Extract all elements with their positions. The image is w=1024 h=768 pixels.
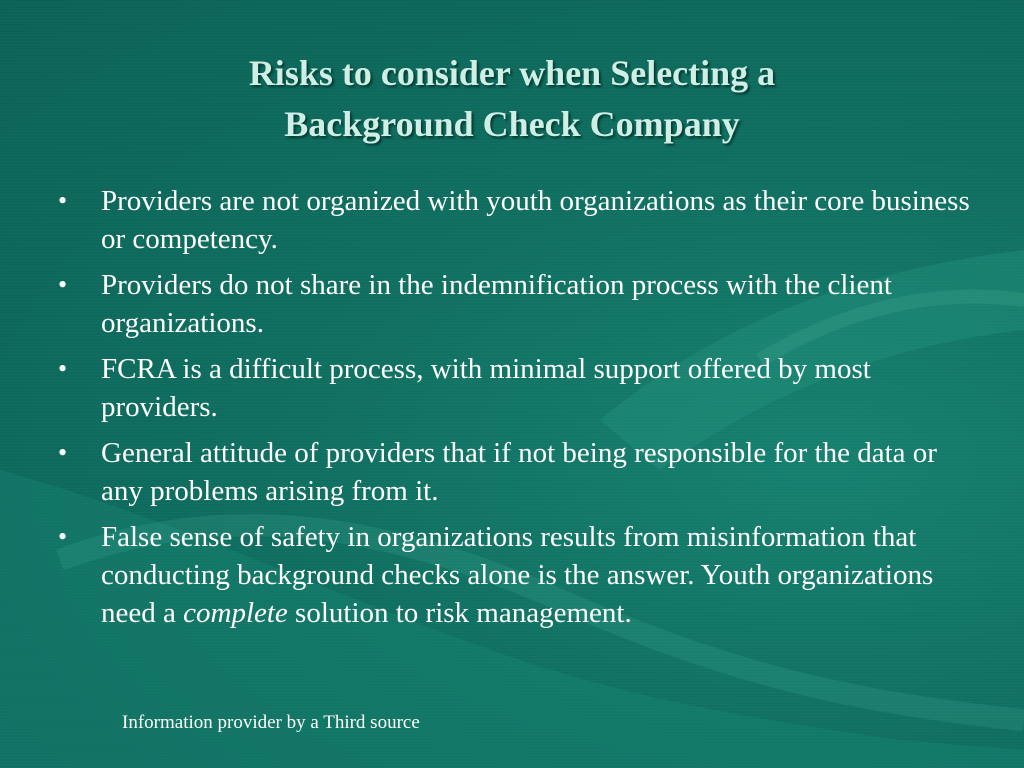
title-line-1: Risks to consider when Selecting a <box>248 53 776 93</box>
bullet-text <box>101 521 933 629</box>
bullet-text: Providers do not share in the indemnification process with the client organizations. <box>101 269 892 339</box>
source-note: Information provider by a Third source <box>122 712 420 733</box>
bullet-text: FCRA is a difficult process, with minimal support offered by most providers. <box>101 353 871 423</box>
bullet-item-1 <box>58 182 978 258</box>
bullet-icon: • <box>58 522 68 551</box>
bullet-item-4 <box>58 434 978 510</box>
bullet-item-2 <box>58 266 978 342</box>
bullet-list <box>58 182 978 640</box>
bullet-text: Providers are not organized with youth organizations as their core business or competency. <box>101 185 970 255</box>
bullet-icon: • <box>58 186 68 215</box>
bullet-item-3 <box>58 350 978 426</box>
bullet-icon: • <box>58 438 68 467</box>
title-line-2: Background Check Company <box>284 104 740 144</box>
bullet-icon: • <box>58 270 68 299</box>
bullet-text: General attitude of providers that if not being responsible for the data or any problems arising from it. <box>101 437 937 507</box>
slide-title <box>120 48 904 150</box>
bullet-icon: • <box>58 354 68 383</box>
bullet-item-5 <box>58 518 978 632</box>
bullet-text-part: solution to risk management. <box>287 597 632 629</box>
bullet-text-emphasis: complete <box>183 597 288 629</box>
bullet-text-part: False sense of safety in organizations results from misinformation that conducting background checks alone is the answer. Youth organizations need a <box>101 521 934 629</box>
